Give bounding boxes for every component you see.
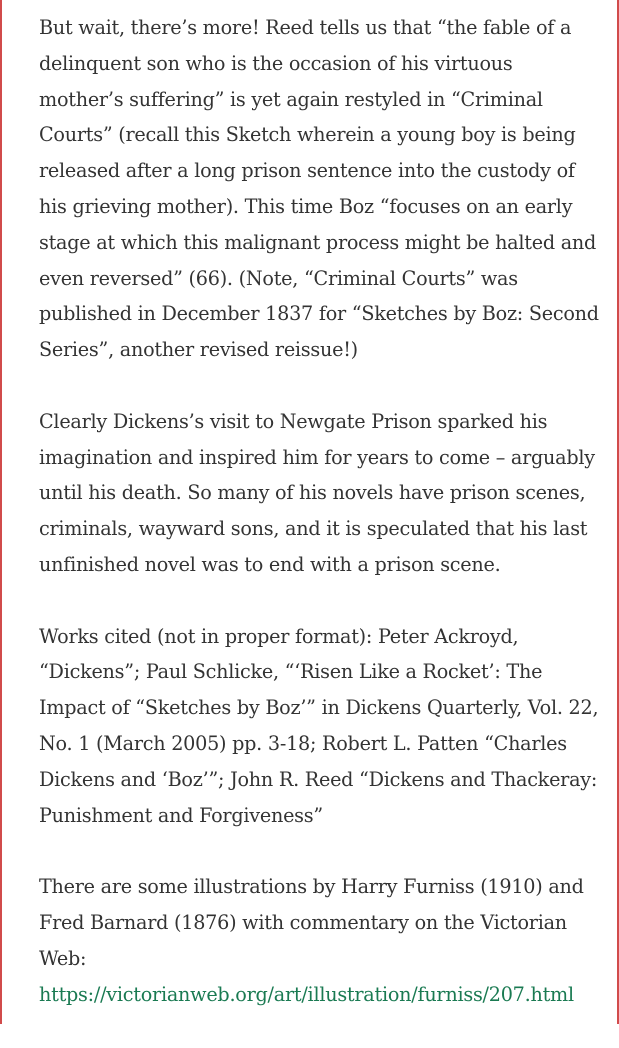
victorian-web-link[interactable]: https://victorianweb.org/art/illustration/furniss/207.html xyxy=(39,982,574,1006)
paragraph-works-cited: Works cited (not in proper format): Peter Ackroyd, “Dickens”; Paul Schlicke, “‘Risen Like a Rocket’: The Impact of “Sketches by Boz’” in Dickens Quarterly, Vol. 22, No. 1 (March 2005) pp. 3-18; Robert L. Patten “Charles Dickens and ‘Boz’”; John R. Reed “Dickens and Thackeray: Punishment and Forgiveness” xyxy=(39,624,599,827)
illustrations-text: There are some illustrations by Harry Furniss (1910) and Fred Barnard (1876) with commentary on the Victorian Web: xyxy=(39,875,584,970)
paragraph-illustrations xyxy=(39,869,601,1012)
article-body xyxy=(39,10,601,1048)
paragraph-newgate-visit: Clearly Dickens’s visit to Newgate Prison sparked his imagination and inspired him for years to come – arguably until his death. So many of his novels have prison scenes, criminals, wayward sons, and it is speculated that his last unfinished novel was to end with a prison scene. xyxy=(39,409,595,576)
paragraph-reed-criminal-courts: But wait, there’s more! Reed tells us that “the fable of a delinquent son who is the occasion of his virtuous mother’s suffering” is yet again restyled in “Criminal Courts” (recall this Sketch wherein a young boy is being released after a long prison sentence into the custody of his grieving mother). This time Boz “focuses on an early stage at which this malignant process might be halted and even reversed” (66). (Note, “Criminal Courts” was published in December 1837 for “Sketches by Boz: Second Series”, another revised reissue!) xyxy=(39,16,599,362)
